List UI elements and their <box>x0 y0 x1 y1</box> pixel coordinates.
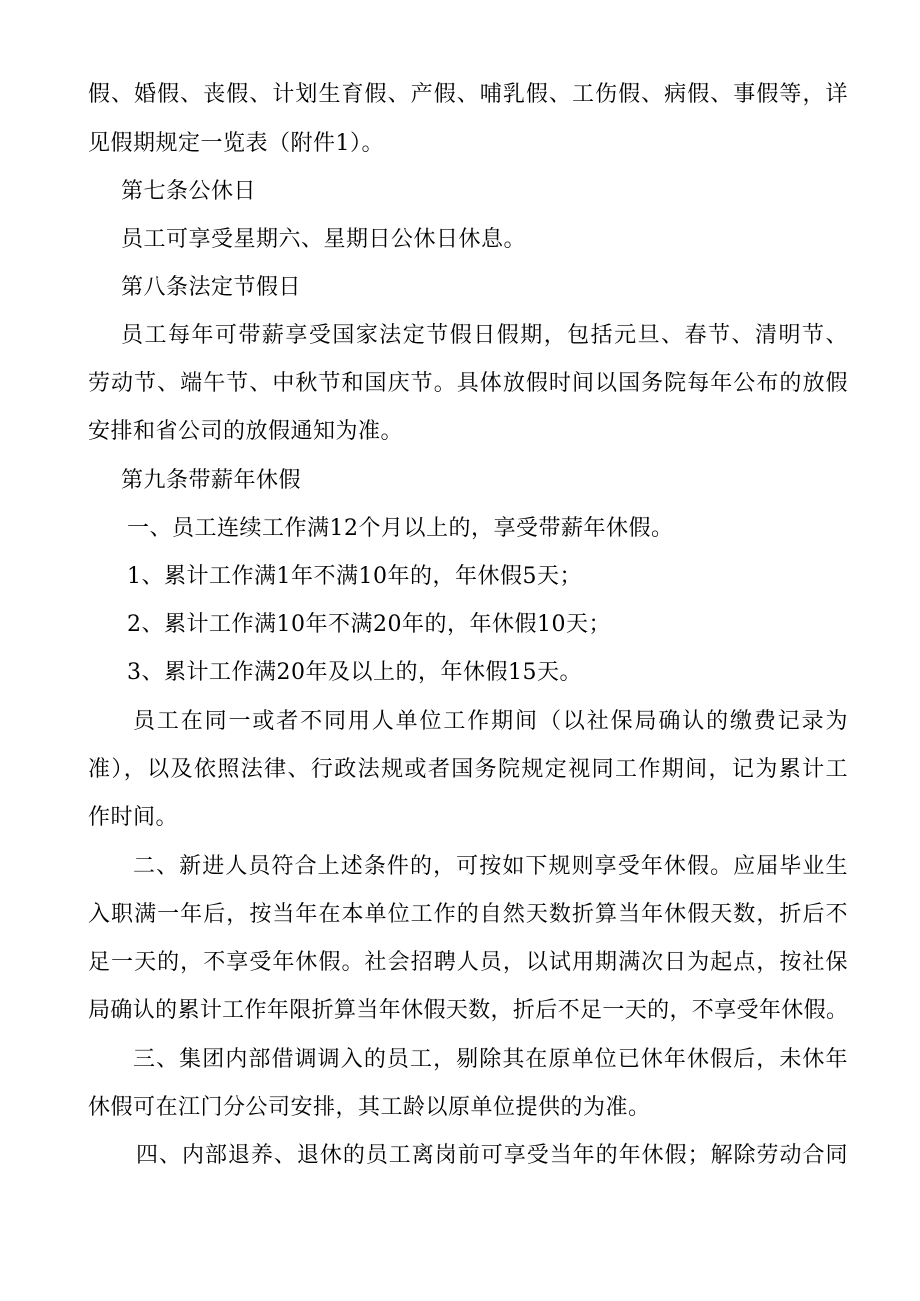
text-line: 员工每年可带薪享受国家法定节假日假期，包括元旦、春节、清明节、 <box>121 323 848 348</box>
text-line: 作时间。 <box>88 805 179 830</box>
text-line: 局确认的累计工作年限折算当年休假天数，折后不足一天的，不享受年休假。 <box>88 998 848 1023</box>
text-line: 准），以及依照法律、行政法规或者国务院规定视同工作期间，记为累计工 <box>88 757 848 782</box>
text-line: 一、员工连续工作满12个月以上的，享受带薪年休假。 <box>127 516 674 541</box>
text-line: 假、婚假、丧假、计划生育假、产假、哺乳假、工伤假、病假、事假等，详 <box>88 82 848 107</box>
article-heading: 第八条法定节假日 <box>121 275 302 300</box>
text-line: 三、集团内部借调调入的员工，剔除其在原单位已休年休假后，未休年 <box>133 1047 848 1072</box>
text-line: 入职满一年后，按当年在本单位工作的自然天数折算当年休假天数，折后不 <box>88 902 848 927</box>
text-line: 安排和省公司的放假通知为准。 <box>88 419 404 444</box>
text-line: 员工在同一或者不同用人单位工作期间（以社保局确认的缴费记录为 <box>133 709 848 734</box>
text-line: 见假期规定一览表（附件1）。 <box>88 131 384 156</box>
list-item: 1、累计工作满1年不满10年的，年休假5天； <box>127 564 582 589</box>
text-line: 休假可在江门分公司安排，其工龄以原单位提供的为准。 <box>88 1095 651 1120</box>
article-heading: 第九条带薪年休假 <box>121 468 302 493</box>
text-line: 二、新进人员符合上述条件的，可按如下规则享受年休假。应届毕业生 <box>133 854 848 879</box>
text-line: 劳动节、端午节、中秋节和国庆节。具体放假时间以国务院每年公布的放假 <box>88 371 848 396</box>
article-heading: 第七条公休日 <box>121 179 257 204</box>
text-line: 员工可享受星期六、星期日公休日休息。 <box>121 227 527 252</box>
text-line: 足一天的，不享受年休假。社会招聘人员，以试用期满次日为起点，按社保 <box>88 950 848 975</box>
list-item: 2、累计工作满10年不满20年的，年休假10天； <box>127 612 611 637</box>
text-line: 四、内部退养、退休的员工离岗前可享受当年的年休假；解除劳动合同 <box>136 1143 848 1168</box>
list-item: 3、累计工作满20年及以上的，年休假15天。 <box>127 660 582 685</box>
